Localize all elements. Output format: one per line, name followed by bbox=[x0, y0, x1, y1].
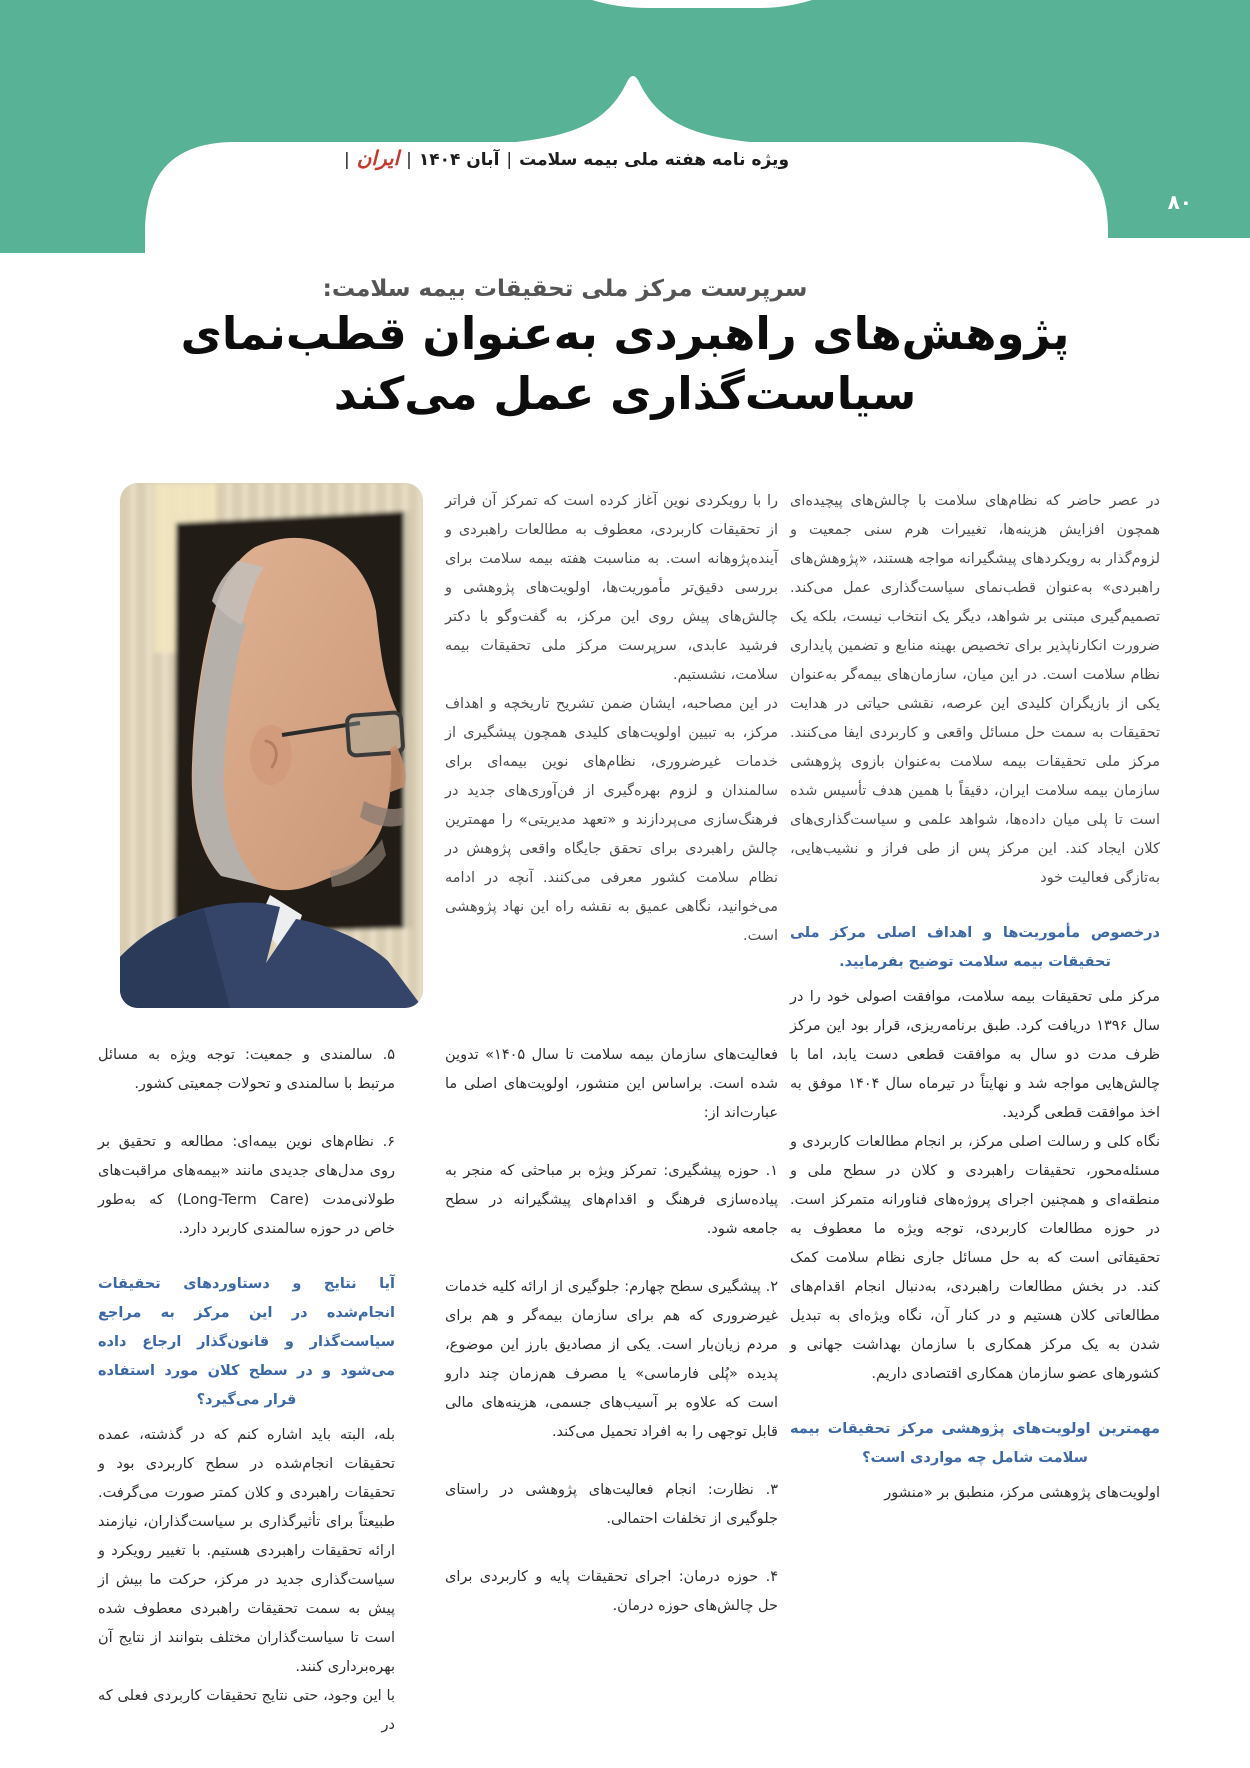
page-title bbox=[0, 304, 1250, 424]
priority-item-4: ۴. حوزه درمان: اجرای تحقیقات پایه و کاربردی برای حل چالش‌های حوزه درمان. bbox=[445, 1569, 778, 1614]
lead-paragraph: در عصر حاضر که نظام‌های سلامت با چالش‌های پیچیده‌ای همچون افزایش هزینه‌ها، تغییرات هرم سنی جمعیت و لزوم‌گذار به رویکردهای پیشگیرانه مواجه هستند، «پژوهش‌های راهبردی» به‌عنوان قطب‌نمای سیاست‌گذاری عمل می‌کند. تصمیم‌گیری مبتنی بر شواهد، دیگر یک انتخاب نیست، بلکه یک ضرورت انکارناپذیر برای تخصیص بهینه منابع و تضمین پایداری نظام سلامت است. در این میان، سازمان‌های بیمه‌گر به‌عنوان یکی از بازیگران کلیدی این عرصه، نقشی حیاتی در هدایت تحقیقات به سمت حل مسائل واقعی و کاربردی ایفا می‌کنند. مرکز ملی تحقیقات بیمه سلامت به‌عنوان بازوی پژوهشی سازمان بیمه سلامت ایران، دقیقاً با همین هدف تأسیس شده است تا پلی میان داده‌ها، شواهد علمی و سیاست‌گذاری‌های کلان ایجاد کند. این مرکز پس از طی فراز و نشیب‌هایی، به‌تازگی فعالیت خود bbox=[790, 493, 1160, 886]
question-3: آیا نتایج و دستاوردهای تحقیقات انجام‌شده در این مرکز به مراجع سیاست‌گذار و قانون‌گذار ارجاع داده می‌شود و در سطح کلان مورد استفاده قرار می‌گیرد؟ bbox=[98, 1276, 395, 1408]
issue-date: آبان ۱۴۰۴ bbox=[418, 150, 500, 170]
interviewee-photo bbox=[120, 483, 423, 1008]
answer-3-paragraph-1: بله، البته باید اشاره کنم که در گذشته، عمده تحقیقات انجام‌شده در سطح کاربردی بود و تحقیقات راهبردی و کلان کمتر صورت می‌گرفت. طبیعتاً برای تأثیرگذاری بر سیاست‌گذاران، نیازمند ارائه تحقیقات راهبردی هستیم. با تغییر رویکرد و سیاست‌گذاری جدید در مرکز، حرکت ما بیش از پیش به سمت تحقیقات راهبردی معطوف شده است تا سیاست‌گذاران مختلف بتوانند از نتایج آن بهره‌برداری کنند. bbox=[98, 1427, 395, 1675]
page-number: ۸۰ bbox=[1167, 190, 1192, 214]
answer-1-paragraph-1: مرکز ملی تحقیقات بیمه سلامت، موافقت اصولی خود را در سال ۱۳۹۶ دریافت کرد. طبق برنامه‌ریزی، قرار بود این مرکز ظرف مدت دو سال به موافقت قطعی دست یابد، اما با چالش‌هایی مواجه شد و نهایتاً در تیرماه سال ۱۴۰۴ موفق به اخذ موافقت قطعی گردید. bbox=[790, 989, 1160, 1121]
issue-title: ویژه نامه هفته ملی بیمه سلامت bbox=[519, 150, 790, 170]
priority-item-3: ۳. نظارت: انجام فعالیت‌های پژوهشی در راستای جلوگیری از تخلفات احتمالی. bbox=[445, 1482, 778, 1527]
issue-separator: | bbox=[506, 150, 513, 170]
priority-item-6: ۶. نظام‌های نوین بیمه‌ای: مطالعه و تحقیق بر روی مدل‌های جدیدی مانند «بیمه‌های مراقبت‌های طولانی‌مدت (Long-Term Care) که به‌طور خاص در حوزه سالمندی کاربرد دارد. bbox=[98, 1134, 395, 1237]
column-middle-bottom bbox=[445, 1041, 778, 1621]
header-arch-shape bbox=[0, 0, 1250, 260]
kicker: سرپرست مرکز ملی تحقیقات بیمه سلامت: bbox=[322, 276, 808, 302]
intro-paragraph-2: در این مصاحبه، ایشان ضمن تشریح تاریخچه و اهداف مرکز، به تبیین اولویت‌های کلیدی همچون پیشگیری از خدمات غیرضروری، نظام‌های نوین بیمه‌ای برای سالمندان و لزوم بهره‌گیری از فن‌آوری‌های جدید در فرهنگ‌سازی می‌پردازند و «تعهد مدیریتی» را مهمترین چالش راهبردی برای تحقق جایگاه واقعی پژوهش در نظام سلامت کشور معرفی می‌کنند. آنچه در ادامه می‌خوانید، نگاهی عمیق به نقشه راه این نهاد پژوهشی است. bbox=[445, 696, 778, 944]
question-1: درخصوص مأموریت‌ها و اهداف اصلی مرکز ملی تحقیقات بیمه سلامت توضیح بفرمایید. bbox=[790, 925, 1160, 970]
issue-trailing-bar: | bbox=[343, 150, 350, 170]
answer-2-start: اولویت‌های پژوهشی مرکز، منطبق بر «منشور bbox=[884, 1485, 1160, 1501]
priority-item-1: ۱. حوزه پیشگیری: تمرکز ویژه بر مباحثی که منجر به پیاده‌سازی فرهنگ و اقدام‌های پیشگیرانه در سطح جامعه شود. bbox=[445, 1163, 778, 1237]
answer-3-paragraph-2: با این وجود، حتی نتایج تحقیقات کاربردی فعلی که در bbox=[98, 1688, 395, 1733]
issue-separator-2: | bbox=[406, 150, 412, 170]
priority-item-2: ۲. پیشگیری سطح چهارم: جلوگیری از ارائه کلیه خدمات غیرضروری که هم برای سازمان بیمه‌گر و هم برای مردم زیان‌بار است. یکی از مصادیق بارز این موضوع، پدیده «پُلی فارماسی» یا مصرف هم‌زمان چند دارو است که علاوه بر آسیب‌های جسمی، هزینه‌های مالی قابل توجهی را به افراد تحمیل می‌کند. bbox=[445, 1279, 778, 1440]
header-arch-graphic bbox=[0, 0, 1250, 260]
title-line-1: پژوهش‌های راهبردی به‌عنوان قطب‌نمای bbox=[180, 307, 1070, 360]
charter-paragraph: فعالیت‌های سازمان بیمه سلامت تا سال ۱۴۰۵» تدوین شده است. براساس این منشور، اولویت‌های اصلی ما عبارت‌اند از: bbox=[445, 1047, 779, 1121]
intro-paragraph-1: را با رویکردی نوین آغاز کرده است که تمرکز آن فراتر از تحقیقات کاربردی، معطوف به مطالعات راهبردی و آینده‌پژوهانه است. به مناسبت هفته بیمه سلامت برای بررسی دقیق‌تر مأموریت‌ها، اولویت‌های پژوهشی و چالش‌های پیش روی این مرکز، به گفت‌وگو با دکتر فرشید عابدی، سرپرست مرکز ملی تحقیقات بیمه سلامت، نشستیم. bbox=[445, 493, 778, 683]
column-right bbox=[790, 487, 1160, 1508]
question-2: مهمترین اولویت‌های پژوهشی مرکز تحقیقات بیمه سلامت شامل چه مواردی است؟ bbox=[790, 1421, 1160, 1466]
portrait-illustration bbox=[120, 483, 423, 1008]
issue-line bbox=[0, 146, 1188, 170]
answer-1-paragraph-2: نگاه کلی و رسالت اصلی مرکز، بر انجام مطالعات کاربردی و مسئله‌محور، تحقیقات راهبردی و کلان در سطح ملی و منطقه‌ای و همچنین اجرای پروژه‌های فناورانه متمرکز است. در حوزه مطالعات کاربردی، توجه ویژه ما معطوف به تحقیقاتی است که به حل مسائل جاری نظام سلامت کمک کند. در بخش مطالعات راهبردی، به‌دنبال انجام اقدام‌های مطالعاتی کلان هستیم و در کنار آن، نگاه ویژه‌ای به تبدیل شدن به یک مرکز همکاری با سازمان بهداشت جهانی و کشورهای عضو سازمان همکاری اقتصادی داریم. bbox=[790, 1134, 1160, 1382]
priority-item-5: ۵. سالمندی و جمعیت: توجه ویژه به مسائل مرتبط با سالمندی و تحولات جمعیتی کشور. bbox=[98, 1047, 395, 1092]
column-left bbox=[98, 1041, 395, 1740]
newspaper-logo-iran: ایران bbox=[356, 146, 400, 170]
column-middle-top bbox=[445, 487, 778, 951]
title-line-2: سیاست‌گذاری عمل می‌کند bbox=[333, 367, 917, 420]
